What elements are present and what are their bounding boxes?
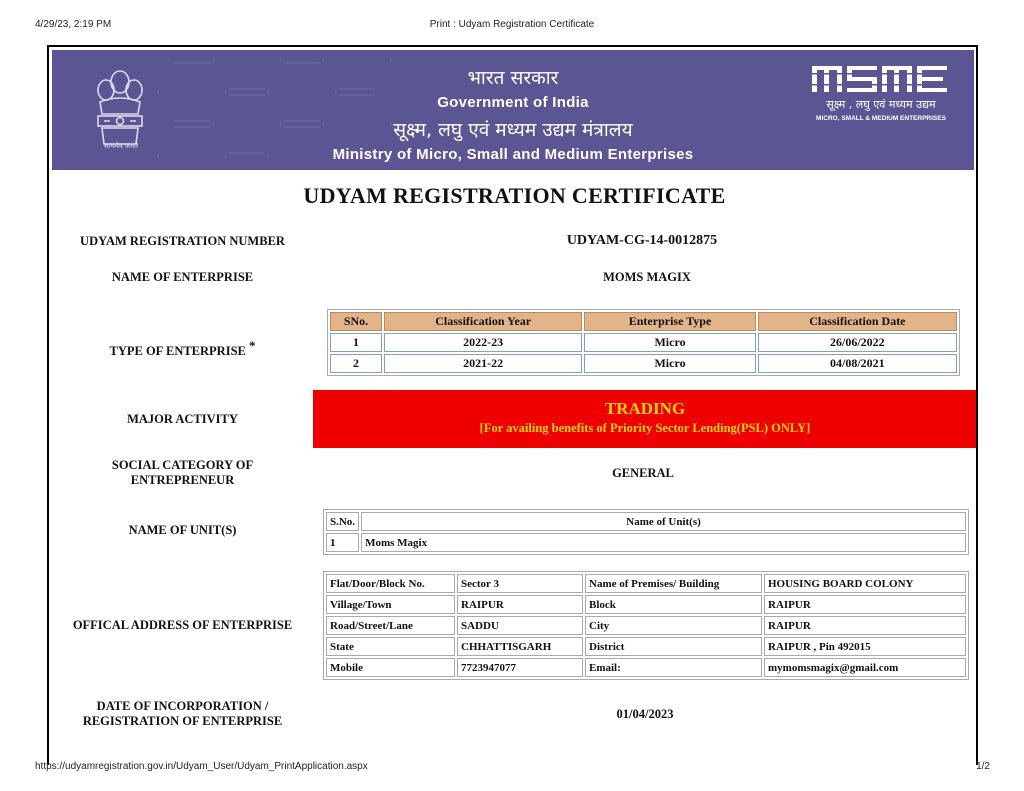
registration-number-label: UDYAM REGISTRATION NUMBER (80, 234, 285, 248)
incorporation-label-line-2: REGISTRATION OF ENTERPRISE (82, 714, 283, 728)
address-field-value: HOUSING BOARD COLONY (764, 574, 966, 593)
major-activity-value: TRADING (604, 399, 686, 418)
cell-classification-date: 04/08/2021 (758, 354, 957, 373)
official-address-table (323, 571, 969, 680)
emblem-caption: सत्यमेव जयते (103, 143, 139, 150)
government-banner (52, 50, 974, 170)
address-field-value: 7723947077 (457, 658, 583, 677)
cell-classification-year: 2022-23 (384, 333, 582, 352)
cell-classification-date: 26/06/2022 (758, 333, 957, 352)
banner-hindi-line-1: भारत सरकार (467, 67, 559, 89)
certificate (47, 45, 978, 765)
address-field-value: mymomsmagix@gmail.com (764, 658, 966, 677)
col-header-classification-year: Classification Year (384, 312, 582, 331)
address-field-value: Sector 3 (457, 574, 583, 593)
banner-hindi-line-2: सूक्ष्म, लघु एवं मध्यम उद्यम मंत्रालय (393, 119, 633, 141)
address-field-label: Flat/Door/Block No. (326, 574, 455, 593)
banner-english-line-2: Ministry of Micro, Small and Medium Enterprises (332, 146, 694, 163)
official-address-label: OFFICAL ADDRESS OF ENTERPRISE (72, 618, 293, 632)
enterprise-type-label-text: TYPE OF ENTERPRISE (109, 344, 246, 359)
address-field-label: District (585, 637, 762, 656)
cell-unit-name: Moms Magix (361, 533, 966, 552)
enterprise-name-value: MOMS MAGIX (603, 270, 691, 284)
col-header-sno: S.No. (326, 512, 359, 531)
col-header-classification-date: Classification Date (758, 312, 957, 331)
table-row (326, 637, 966, 656)
page-number: 1/2 (976, 761, 990, 772)
print-datetime: 4/29/23, 2:19 PM (35, 19, 112, 30)
major-activity-note: [For availing benefits of Priority Sector Lending(PSL) ONLY] (479, 421, 811, 435)
banner-english-line-1: Government of India (437, 94, 589, 111)
social-category-label-line-1: SOCIAL CATEGORY OF (111, 458, 254, 472)
cell-enterprise-type: Micro (584, 333, 755, 352)
msme-hindi-text: सूक्ष्म , लघु एवं मध्यम उद्यम (826, 98, 936, 111)
cell-sno: 1 (330, 333, 382, 352)
address-field-label: Village/Town (326, 595, 455, 614)
msme-logo-text: MSME (812, 64, 815, 65)
certificate-title: UDYAM REGISTRATION CERTIFICATE (303, 183, 726, 208)
major-activity-box (313, 390, 977, 448)
address-field-label: Name of Premises/ Building (585, 574, 762, 593)
table-row (326, 574, 966, 593)
incorporation-date-value: 01/04/2023 (616, 707, 674, 721)
address-field-value: RAIPUR , Pin 492015 (764, 637, 966, 656)
unit-names-label: NAME OF UNIT(S) (128, 523, 237, 537)
table-row (330, 333, 957, 352)
address-field-label: Road/Street/Lane (326, 616, 455, 635)
enterprise-type-table (327, 309, 960, 376)
unit-names-table (323, 509, 969, 555)
address-field-label: Block (585, 595, 762, 614)
table-header-row (330, 312, 957, 331)
print-url: https://udyamregistration.gov.in/Udyam_User/Udyam_PrintApplication.aspx (35, 761, 368, 772)
print-footer (0, 761, 1024, 775)
address-field-label: State (326, 637, 455, 656)
table-row (326, 533, 966, 552)
table-row (330, 354, 957, 373)
address-field-value: CHHATTISGARH (457, 637, 583, 656)
enterprise-type-label (55, 338, 310, 359)
major-activity-label: MAJOR ACTIVITY (127, 412, 238, 426)
incorporation-date-label (55, 699, 310, 729)
table-row (326, 658, 966, 677)
col-header-unit-name: Name of Unit(s) (361, 512, 966, 531)
enterprise-name-label: NAME OF ENTERPRISE (111, 270, 254, 284)
print-title: Print : Udyam Registration Certificate (429, 19, 595, 30)
col-header-enterprise-type: Enterprise Type (584, 312, 755, 331)
table-row (326, 595, 966, 614)
social-category-label (55, 458, 310, 488)
col-header-sno: SNo. (330, 312, 382, 331)
table-header-row (326, 512, 966, 531)
msme-logo (812, 64, 950, 94)
address-field-value: RAIPUR (764, 616, 966, 635)
cell-enterprise-type: Micro (584, 354, 755, 373)
social-category-label-line-2: ENTREPRENEUR (130, 473, 235, 487)
required-asterisk: * (249, 338, 256, 353)
cell-sno: 2 (330, 354, 382, 373)
address-field-value: SADDU (457, 616, 583, 635)
print-header (0, 19, 1024, 33)
incorporation-label-line-1: DATE OF INCORPORATION / (96, 699, 269, 713)
address-field-value: RAIPUR (764, 595, 966, 614)
cell-classification-year: 2021-22 (384, 354, 582, 373)
social-category-value: GENERAL (612, 466, 674, 480)
registration-number-value: UDYAM-CG-14-0012875 (566, 233, 718, 248)
table-row (326, 616, 966, 635)
address-field-label: City (585, 616, 762, 635)
address-field-value: RAIPUR (457, 595, 583, 614)
msme-english-text: MICRO, SMALL & MEDIUM ENTERPRISES (816, 115, 946, 122)
cell-sno: 1 (326, 533, 359, 552)
address-field-label: Mobile (326, 658, 455, 677)
address-field-label: Email: (585, 658, 762, 677)
